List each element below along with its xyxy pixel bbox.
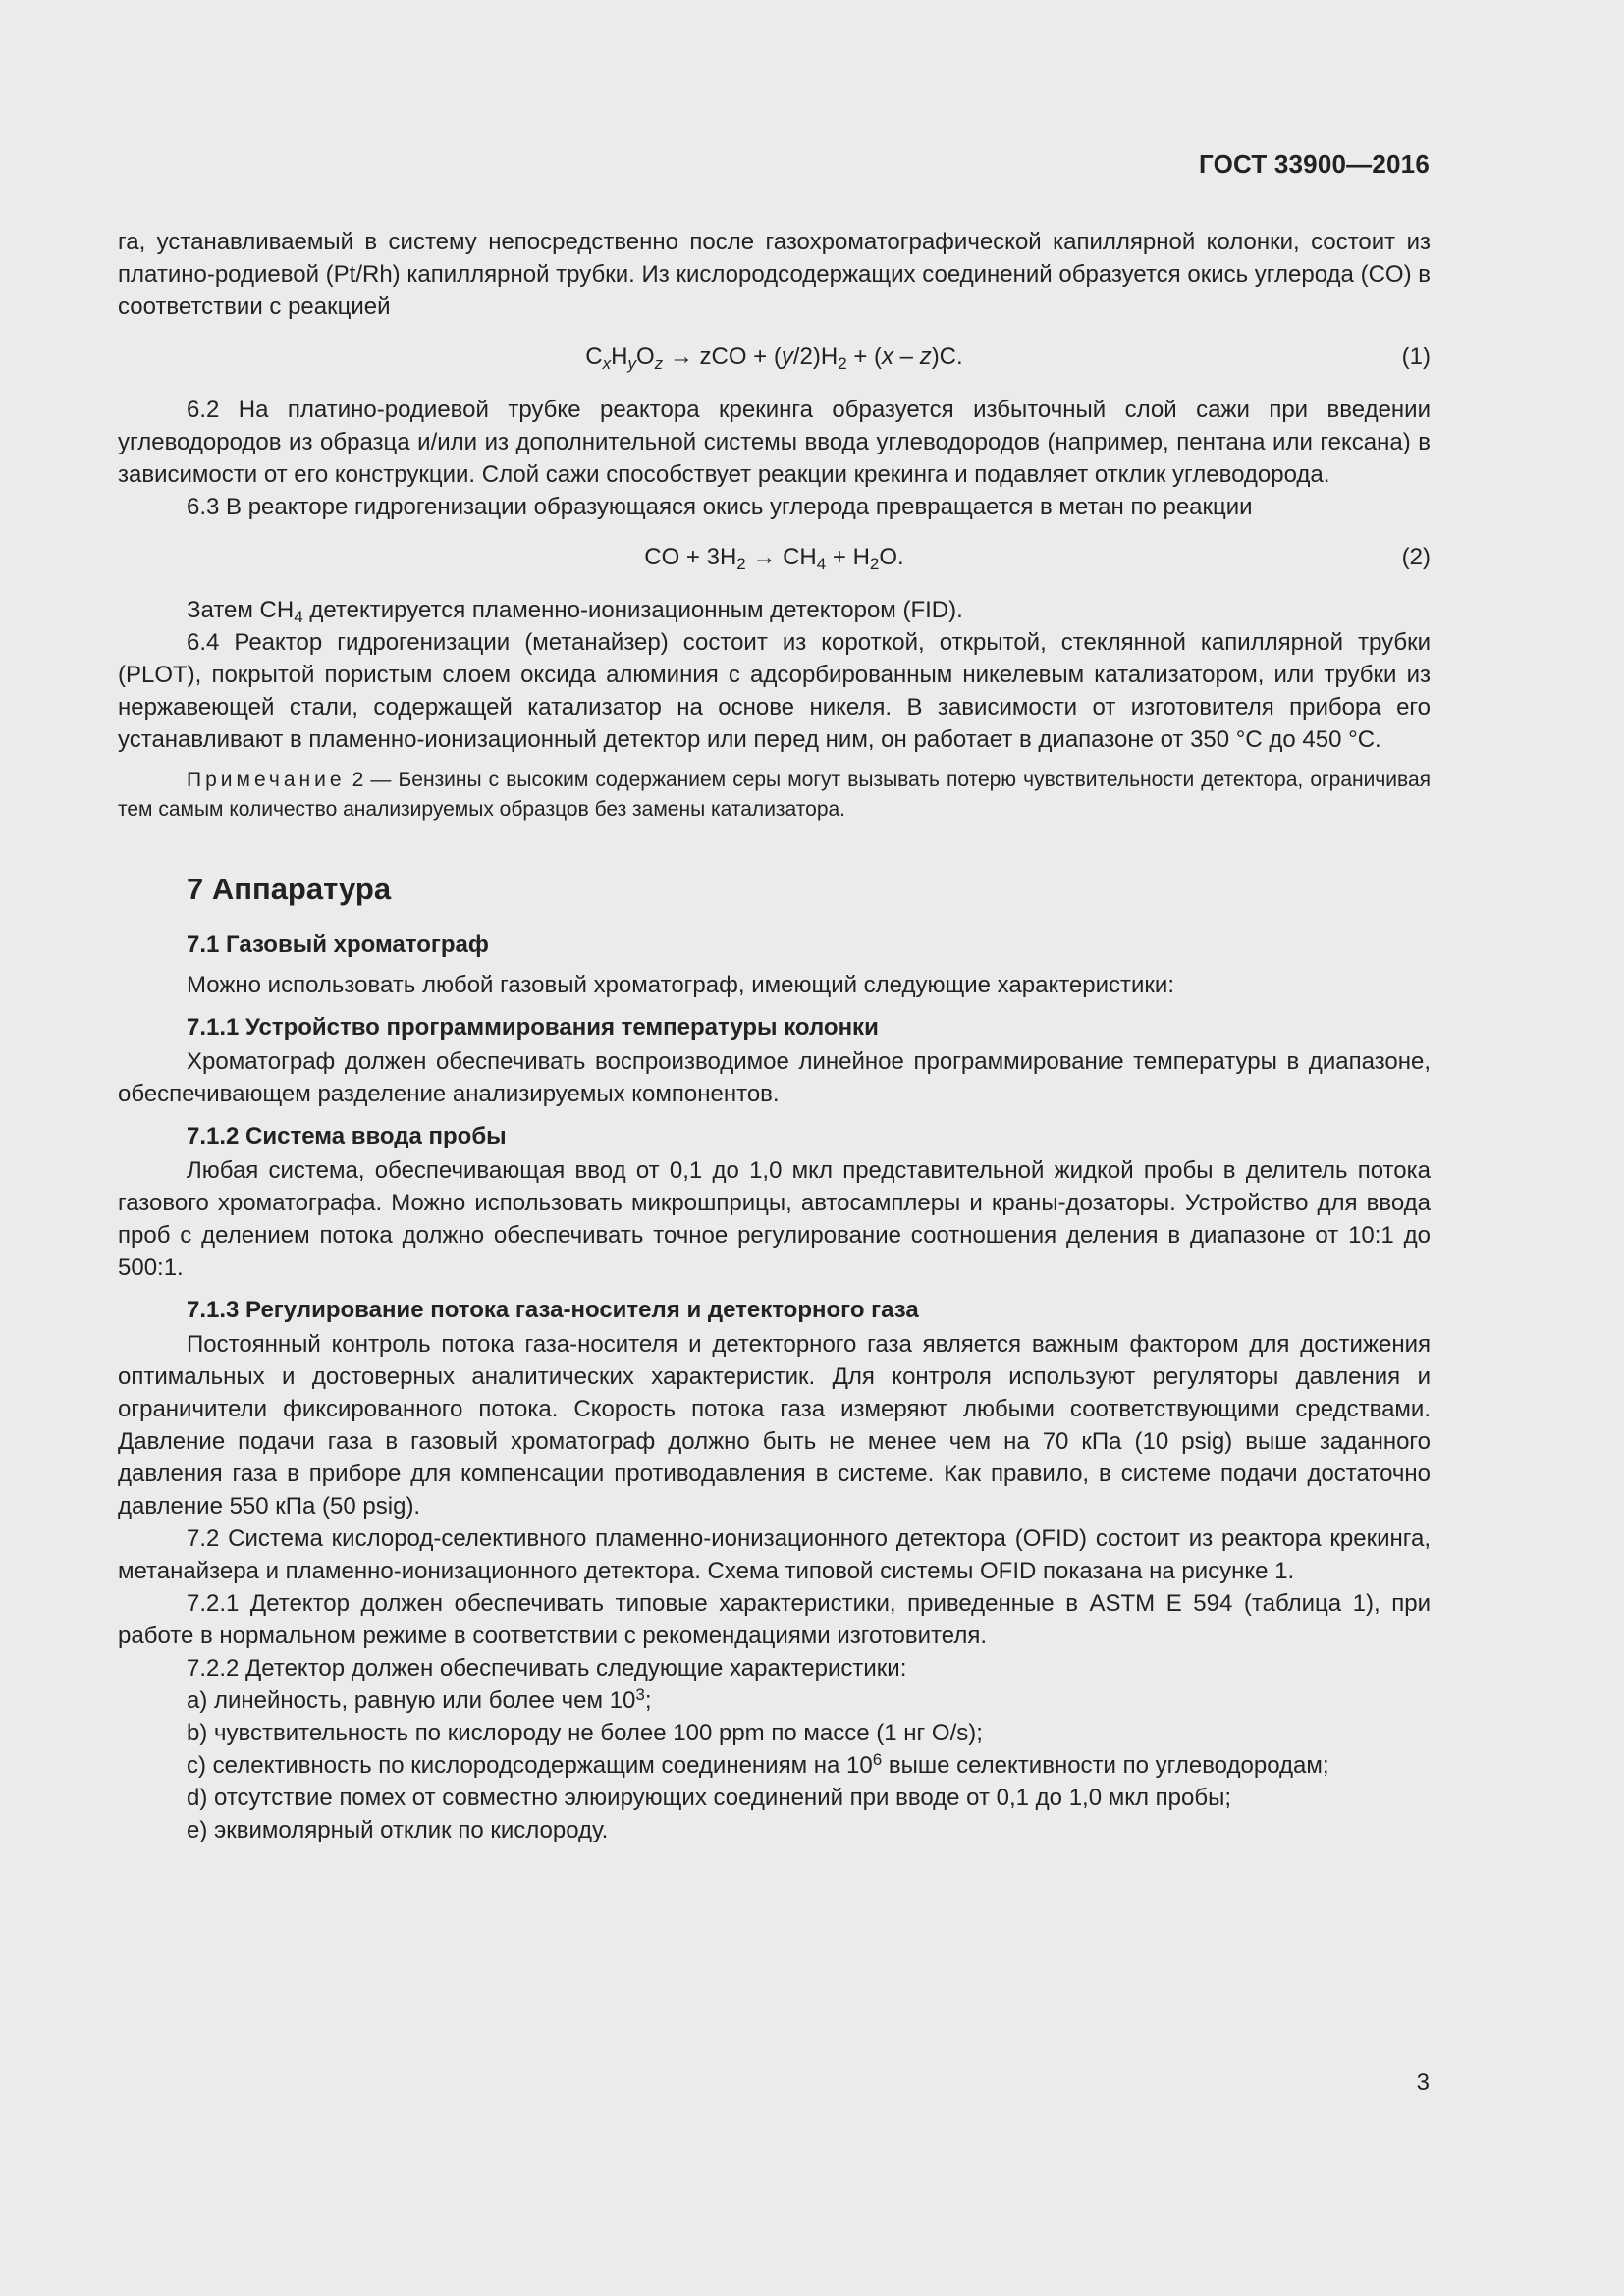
formula-1-number: (1) <box>1401 344 1431 370</box>
section-7-1-text: Можно использовать любой газовый хроматограф, имеющий следующие характеристики: <box>187 972 1175 998</box>
formula-2-number: (2) <box>1401 544 1431 570</box>
formula-2 <box>118 541 1431 574</box>
document-header: ГОСТ 33900—2016 <box>1199 149 1430 179</box>
section-7-1-2-heading: 7.1.2 Система ввода пробы <box>187 1123 507 1149</box>
section-7-1-2-text: Любая система, обеспечивающая ввод от 0,1 до 1,0 мкл представительной жидкой пробы в делитель потока газового хроматографа. Можно использовать микрошприцы, автосамплеры и краны-дозаторы. Устройство для ввода проб с делением потока должно обеспечивать точное регулирование соотношения деления в диапазоне от 10:1 до 500:1. <box>118 1157 1431 1281</box>
list-item-d: d) отсутствие помех от совместно элюирующих соединений при вводе от 0,1 до 1,0 мкл пробы; <box>187 1785 1232 1811</box>
section-7-2-2-text: 7.2.2 Детектор должен обеспечивать следующие характеристики: <box>187 1655 907 1682</box>
formula-1-expression: $C_xH_yO_z$ → zCO + $(y/2)H_2 + (x - z)C$. <box>585 344 963 373</box>
paragraph-6-4: 6.4 Реактор гидрогенизации (метанайзер) состоит из короткой, открытой, стеклянной капиллярной трубки (PLOT), покрытой пористым слоем оксида алюминия с адсорбированным никелевым катализатором, или трубки из нержавеющей стали, содержащей катализатор на основе никеля. В зависимости от изготовителя прибора его устанавливают в пламенно-ионизационный детектор или перед ним, он работает в диапазоне от 350 °C до 450 °C. <box>118 629 1431 753</box>
section-7-1-1-text: Хроматограф должен обеспечивать воспроизводимое линейное программирование температуры в диапазоне, обеспечивающем разделение анализируемых компонентов. <box>118 1048 1431 1107</box>
formula-1 <box>118 341 1431 374</box>
section-7-1-heading: 7.1 Газовый хроматограф <box>187 932 489 958</box>
list-item-c: c) селективность по кислородсодержащим соединениям на $10^6$ выше селективности по углеводородам; <box>187 1750 1329 1779</box>
note-label: Примечание <box>187 769 346 791</box>
note-2 <box>118 766 1431 825</box>
list-item-a: a) линейность, равную или более чем $10^3$; <box>187 1685 652 1714</box>
page-number: 3 <box>1416 2069 1430 2096</box>
section-7-heading: 7 Аппаратура <box>187 872 392 906</box>
section-7-2-1-text: 7.2.1 Детектор должен обеспечивать типовые характеристики, приведенные в ASTM E 594 (таблица 1), при работе в нормальном режиме в соответствии с рекомендациями изготовителя. <box>118 1590 1431 1649</box>
paragraph-6-2: 6.2 На платино-родиевой трубке реактора крекинга образуется избыточный слой сажи при введении углеводородов из образца и/или из дополнительной системы ввода углеводородов (например, пентана или гексана) в зависимости от его конструкции. Слой сажи способствует реакции крекинга и подавляет отклик углеводорода. <box>118 397 1431 488</box>
note-text: 2 — Бензины с высоким содержанием серы могут вызывать потерю чувствительности детектора, ограничивая тем самым количество анализируемых образцов без замены катализатора. <box>118 769 1431 821</box>
list-item-b: b) чувствительность по кислороду не более 100 ppm по массе (1 нг O/s); <box>187 1720 983 1746</box>
section-7-1-3-text: Постоянный контроль потока газа-носителя и детекторного газа является важным фактором для достижения оптимальных и достоверных аналитических характеристик. Для контроля используют регуляторы давления и ограничители фиксированного потока. Скорость потока газа измеряют любыми соответствующими средствами. Давление подачи газа в газовый хроматограф должно быть не менее чем на 70 кПа (10 psig) выше заданного давления газа в приборе для компенсации противодавления в системе. Как правило, в системе подачи достаточно давление 550 кПа (50 psig). <box>118 1331 1431 1520</box>
paragraph-6-3-continued: Затем $CH_4$ детектируется пламенно-ионизационным детектором (FID). <box>187 597 963 626</box>
formula-2-expression: CO + $3H_2 \to CH_4 + H_2O$. <box>644 544 904 573</box>
intro-paragraph: га, устанавливаемый в систему непосредственно после газохроматографической капиллярной колонки, состоит из платино-родиевой (Pt/Rh) капиллярной трубки. Из кислородсодержащих соединений образуется окись углерода (CO) в соответствии с реакцией <box>118 229 1431 320</box>
section-7-2-text: 7.2 Система кислород-селективного пламенно-ионизационного детектора (OFID) состоит из реактора крекинга, метанайзера и пламенно-ионизационного детектора. Схема типовой системы OFID показана на рисунке 1. <box>118 1525 1431 1584</box>
document-body <box>118 226 1431 1846</box>
section-7-1-3-heading: 7.1.3 Регулирование потока газа-носителя и детекторного газа <box>187 1297 919 1323</box>
list-item-e: e) эквимолярный отклик по кислороду. <box>187 1817 609 1843</box>
section-7-1-1-heading: 7.1.1 Устройство программирования температуры колонки <box>187 1014 879 1041</box>
paragraph-6-3: 6.3 В реакторе гидрогенизации образующаяся окись углерода превращается в метан по реакции <box>187 494 1253 520</box>
